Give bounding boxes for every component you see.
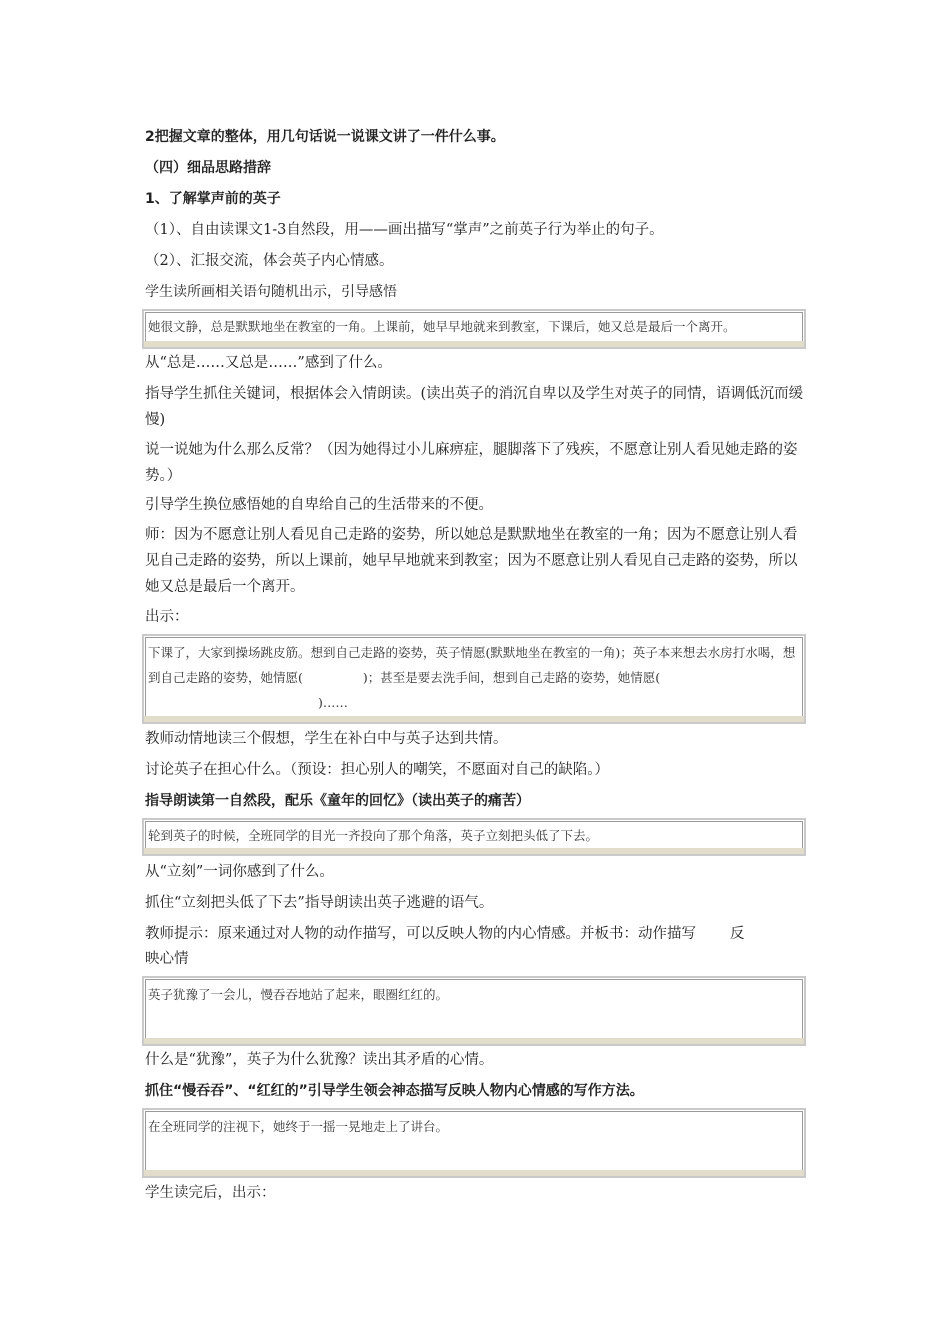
box-bar [144,1170,804,1176]
box-bar [144,848,804,854]
guidance-2: 引导学生换位感悟她的自卑给自己的生活带来的不便。 [145,497,493,513]
teacher-reads: 教师动情地读三个假想，学生在补白中与英子达到共情。 [145,731,508,747]
box-bar [144,341,804,347]
quote-box-4 [142,1108,806,1178]
instruction-1: （1）、自由读课文1-3自然段，用——画出描写“掌声”之前英子行为举止的句子。 [145,222,664,238]
guidance-3: 抓住“立刻把头低了下去”指导朗读出英子逃避的语气。 [145,895,494,911]
fill-text-c: )…… [318,695,348,710]
subheading-1: 1、了解掌声前的英子 [145,191,281,207]
box-bar [144,1038,804,1044]
quote-text-4: 在全班同学的注视下，她终于一摇一晃地走上了讲台。 [148,1119,449,1134]
quote-text-2: 轮到英子的时候，全班同学的目光一齐投向了那个角落，英子立刻把头低了下去。 [148,828,599,843]
instruction-2: （2）、汇报交流，体会英子内心情感。 [145,253,394,269]
reading-guide: 指导朗读第一自然段，配乐《童年的回忆》（读出英子的痛苦） [145,793,530,809]
question-2: 说一说她为什么那么反常？（因为她得过小儿麻痹症，腿脚落下了残疾，不愿意让别人看见她走路的姿势。） [145,442,798,484]
instruction-3: 学生读所画相关语句随机出示，引导感悟 [145,284,397,300]
quote-text-1: 她很文静，总是默默地坐在教室的一角。上课前，她早早地就来到教室，下课后，她又总是最后一个离开。 [148,319,736,334]
question-1: 从“总是……又总是……”感到了什么。 [145,355,392,371]
teacher-hint-wrap: 映心情 [145,951,189,967]
show-label-2: 学生读完后，出示： [145,1185,276,1201]
quote-box-2 [142,818,806,856]
quote-box-3 [142,976,806,1046]
question-4: 什么是“犹豫”，英子为什么犹豫？读出其矛盾的心情。 [145,1052,494,1068]
guidance-1: 指导学生抓住关键词，根据体会入情朗读。(读出英子的消沉自卑以及学生对英子的同情，语调低沉而缓慢) [145,386,804,428]
step-2-summary: 2把握文章的整体，用几句话说一说课文讲了一件什么事。 [145,129,505,145]
discussion: 讨论英子在担心什么。（预设：担心别人的嘲笑，不愿面对自己的缺陷。） [145,762,609,778]
fill-text-a: 下课了，大家到操场跳皮筋。想到自己走路的姿势，英子情愿(默默地坐在教室的一角)；英子本来想去水房打水喝，想到自己走路的姿势，她情愿( [148,645,796,685]
teacher-talk: 师：因为不愿意让别人看见自己走路的姿势，所以她总是默默地坐在教室的一角；因为不愿意让别人看见自己走路的姿势，所以上课前，她早早地就来到教室；因为不愿意让别人看见自己走路的姿势，所以她又总是最后一个离开。 [145,527,798,595]
fill-text-b: )；甚至是要去洗手间，想到自己走路的姿势，她情愿( [362,670,661,685]
fill-blank-box [142,634,806,724]
quote-text-3: 英子犹豫了一会儿，慢吞吞地站了起来，眼圈红红的。 [148,987,449,1002]
question-3: 从“立刻”一词你感到了什么。 [145,864,334,880]
show-label-1: 出示： [145,609,189,625]
box-bar [144,716,804,722]
method-guide: 抓住“慢吞吞”、“红红的”引导学生领会神态描写反映人物内心情感的写作方法。 [145,1083,644,1099]
teacher-hint-tail: 反 [730,926,745,942]
teacher-hint [145,921,810,947]
section-heading-4: （四）细品思路措辞 [145,160,271,176]
teacher-hint-text: 教师提示：原来通过对人物的动作描写，可以反映人物的内心情感。并板书：动作描写 [145,926,696,942]
quote-box-1 [142,309,806,349]
